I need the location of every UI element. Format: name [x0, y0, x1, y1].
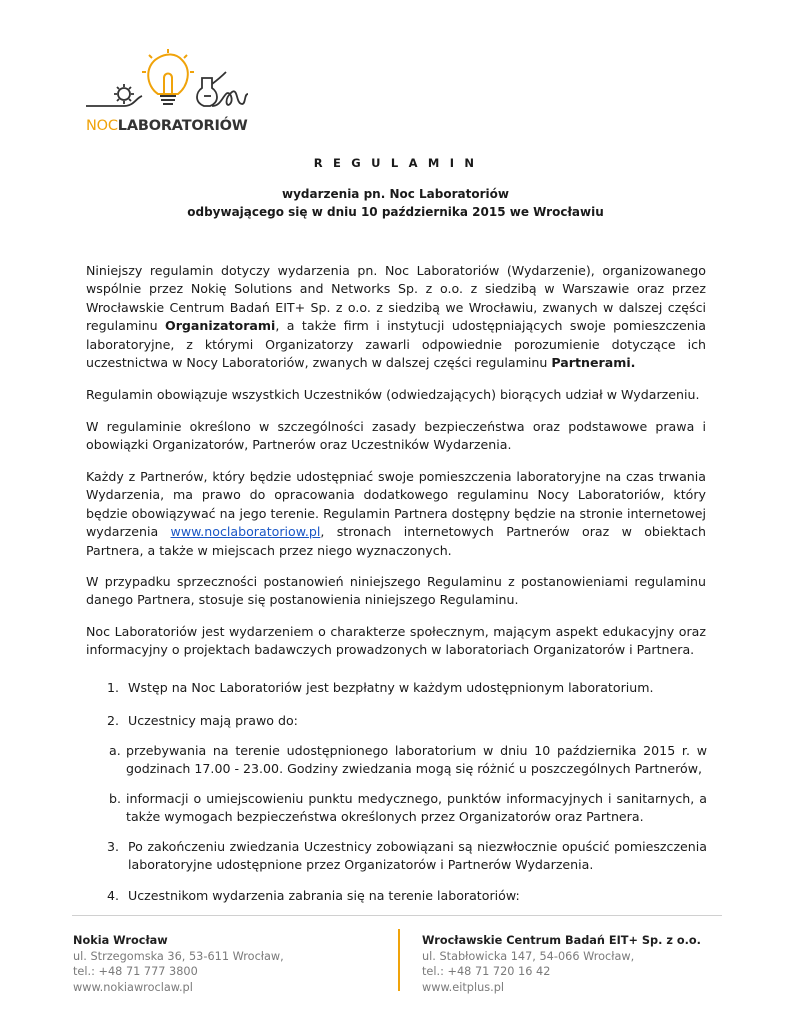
intro-paragraph-6: Noc Laboratoriów jest wydarzeniem o charakterze społecznym, mającym aspekt edukacyjny oraz informacyjny o projektach badawczych prowadzonych w laboratoriach Organizatorów i Partnera. [86, 624, 706, 658]
intro-p4-text-a: Każdy z Partnerów, który będzie udostępniać swoje pomieszczenia laboratoryjne na czas trwania Wydarzenia, ma prawo do opracowania dodatkowego regulaminu Nocy Laboratoriów, który będzie obowiązywać na jego terenie. Regulamin Partnera dostępny będzie na stronie internetowej wydarzenia [86, 469, 706, 540]
footer-eit-web[interactable]: www.eitplus.pl [422, 980, 505, 994]
document-subtitle-line2: odbywającego się w dniu 10 października 2015 we Wrocławiu [187, 205, 604, 219]
intro-paragraph-5: W przypadku sprzeczności postanowień niniejszego Regulaminu z postanowieniami regulaminu danego Partnera, stosuje się postanowienia niniejszego Regulaminu. [86, 574, 706, 608]
list-item-b-letter: b. [109, 791, 121, 806]
intro-p1-partners: Partnerami. [551, 355, 636, 371]
list-item-b-text: informacji o umiejscowieniu punktu medycznego, punktów informacyjnych i sanitarnych, a także wymogach bezpieczeństwa określonych przez Organizatorów oraz Partnera. [126, 791, 707, 825]
footer-nokia-phone: tel.: +48 71 777 3800 [73, 965, 198, 979]
footer-separator [72, 915, 722, 916]
list-item-4-text: Uczestnikom wydarzenia zabrania się na terenie laboratoriów: [128, 888, 520, 903]
intro-p4-text-b: , stronach internetowych Partnerów oraz w obiektach Partnera, a także w miejscach przez niego wyznaczonych. [86, 524, 706, 558]
list-item-3-text: Po zakończeniu zwiedzania Uczestnicy zobowiązani są niezwłocznie opuścić pomieszczenia laboratoryjne udostępnione przez Organizatorów i Partnerów Wydarzenia. [128, 839, 707, 873]
logo-wordmark [86, 118, 248, 134]
footer-nokia-address: ul. Strzegomska 36, 53-611 Wrocław, [73, 949, 284, 963]
list-item-1-number: 1. [107, 680, 120, 695]
intro-paragraph-2: Regulamin obowiązuje wszystkich Uczestników (odwiedzających) biorących udział w Wydarzeniu. [86, 387, 700, 402]
intro-paragraph-1 [86, 262, 706, 372]
list-item-3-number: 3. [107, 839, 120, 854]
noc-laboratoriow-logo [84, 48, 264, 138]
list-item-2-number: 2. [107, 713, 120, 728]
logo-illustration-icon [84, 48, 264, 118]
footer-eit-address: ul. Stabłowicka 147, 54-066 Wrocław, [422, 949, 635, 963]
footer-eit-phone: tel.: +48 71 720 16 42 [422, 965, 551, 979]
logo-noc-text: NOC [86, 118, 118, 134]
document-subtitle-line1: wydarzenia pn. Noc Laboratoriów [282, 187, 509, 201]
noclaboratoriow-link[interactable]: www.noclaboratoriow.pl [170, 524, 321, 540]
intro-p1-organizers: Organizatorami [165, 318, 276, 334]
intro-paragraph-4 [86, 468, 706, 560]
list-item-1-text: Wstęp na Noc Laboratoriów jest bezpłatny w każdym udostępnionym laboratorium. [128, 680, 654, 695]
footer-eit-name: Wrocławskie Centrum Badań EIT+ Sp. z o.o. [422, 934, 701, 947]
list-item-4-number: 4. [107, 888, 120, 903]
logo-laboratoriow-text: LABORATORIÓW [117, 118, 248, 134]
list-item-a-letter: a. [109, 743, 121, 758]
intro-paragraph-3: W regulaminie określono w szczególności zasady bezpieczeństwa oraz podstawowe prawa i obowiązki Organizatorów, Partnerów oraz Uczestników Wydarzenia. [86, 419, 706, 453]
intro-p1-text-a: Niniejszy regulamin dotyczy wydarzenia pn. Noc Laboratoriów (Wydarzenie), organizowanego wspólnie przez Nokię Solutions and Networks Sp. z o.o. z siedzibą w Warszawie oraz przez Wrocławskie Centrum Badań EIT+ Sp. z o.o. z siedzibą we Wrocławiu, zwanych w dalszej części regulaminu [86, 263, 706, 334]
footer-nokia [73, 933, 284, 995]
footer-nokia-web[interactable]: www.nokiawroclaw.pl [73, 980, 193, 994]
intro-p1-text-c: , a także firm i instytucji udostępniających swoje pomieszczenia laboratoryjne, z którymi Organizatorzy zawarli odpowiednie porozumienie dotyczące ich uczestnictwa w Nocy Laboratoriów, zwanych w dalszej części regulaminu [86, 318, 706, 371]
footer-nokia-name: Nokia Wrocław [73, 934, 168, 947]
footer-divider [398, 929, 400, 991]
footer-eit [422, 933, 701, 995]
list-item-a-text: przebywania na terenie udostępnionego laboratorium w dniu 10 października 2015 r. w godzinach 17.00 - 23.00. Godziny zwiedzania mogą się różnić u poszczególnych Partnerów, [126, 743, 707, 777]
list-item-2-text: Uczestnicy mają prawo do: [128, 713, 298, 728]
document-title: R E G U L A M I N [313, 156, 478, 170]
